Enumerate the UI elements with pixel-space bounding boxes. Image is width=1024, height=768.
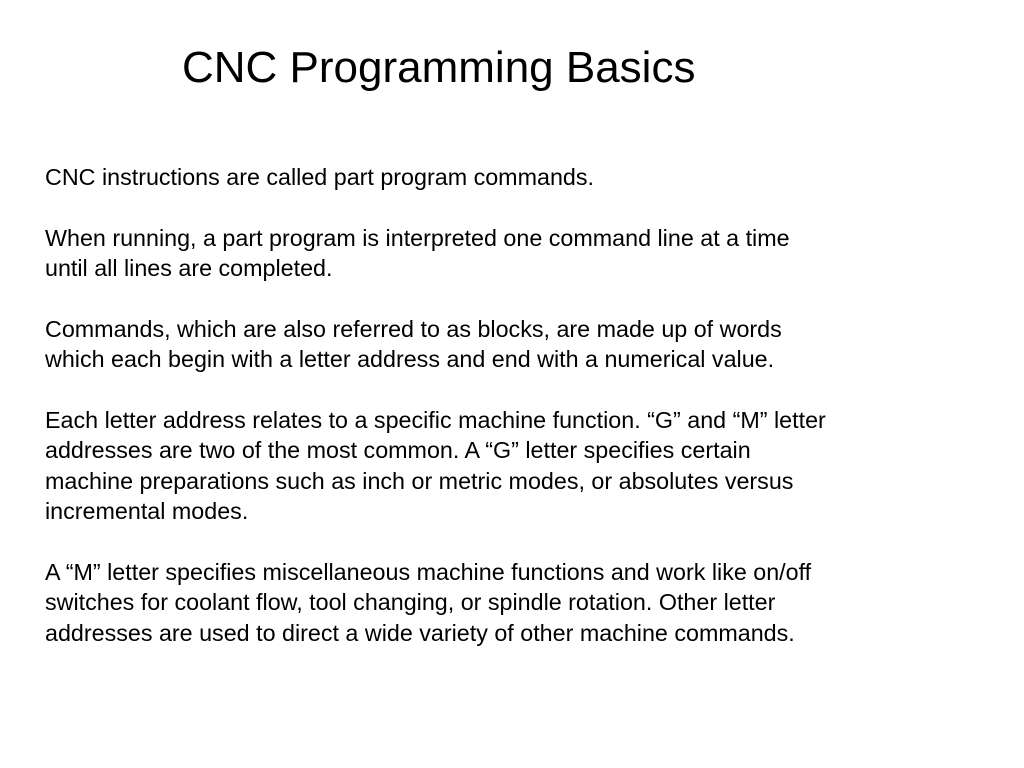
paragraph-line: which each begin with a letter address and end with a numerical value.	[45, 346, 775, 372]
paragraph-letter-addresses	[45, 405, 945, 527]
slide-title: CNC Programming Basics	[182, 43, 696, 92]
paragraph-running-program	[45, 223, 945, 284]
paragraph-line: CNC instructions are called part program commands.	[45, 164, 594, 190]
paragraph-line: Each letter address relates to a specific machine function. “G” and “M” letter	[45, 406, 826, 433]
paragraph-line: machine preparations such as inch or metric modes, or absolutes versus	[45, 467, 794, 494]
paragraph-line: until all lines are completed.	[45, 255, 333, 281]
paragraph-line: addresses are used to direct a wide variety of other machine commands.	[45, 619, 795, 646]
paragraph-part-program-commands	[45, 162, 945, 193]
paragraph-line: A “M” letter specifies miscellaneous machine functions and work like on/off	[45, 558, 812, 585]
paragraph-line: Commands, which are also referred to as blocks, are made up of words	[45, 315, 782, 342]
paragraph-line: switches for coolant flow, tool changing, or spindle rotation. Other letter	[45, 589, 776, 615]
paragraph-blocks-and-words	[45, 314, 945, 375]
paragraph-line: incremental modes.	[45, 498, 249, 524]
paragraph-m-letter	[45, 557, 945, 649]
slide-body	[45, 162, 945, 678]
paragraph-line: When running, a part program is interpreted one command line at a time	[45, 224, 790, 251]
paragraph-line: addresses are two of the most common. A “G” letter specifies certain	[45, 437, 751, 463]
